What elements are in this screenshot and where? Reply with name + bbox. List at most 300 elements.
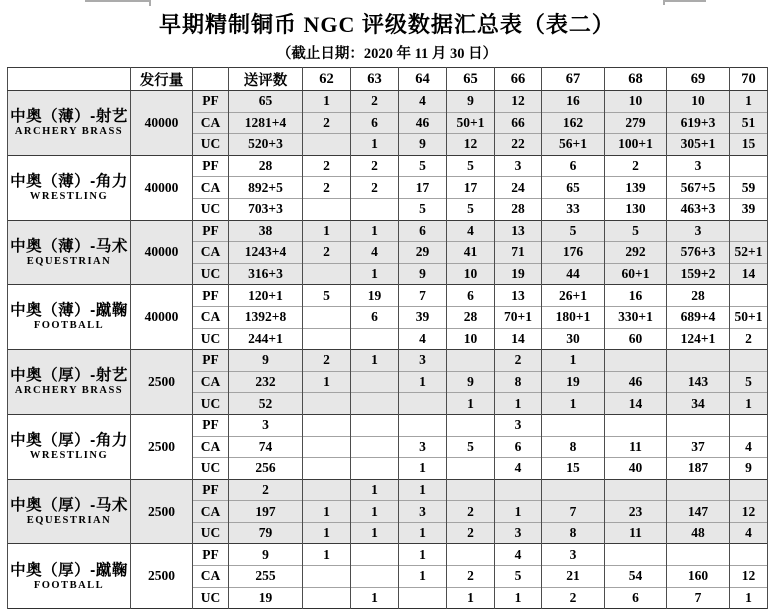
grade-count-cell: 11 (605, 522, 667, 544)
grade-type-cell: CA (193, 242, 229, 264)
grade-count-cell: 39 (399, 306, 447, 328)
grade-count-cell (730, 285, 768, 307)
grade-count-cell: 3 (399, 350, 447, 372)
coin-name-en: FOOTBALL (33, 320, 105, 332)
grade-count-cell: 39 (730, 198, 768, 220)
coin-name-cn: 中奥（厚）-蹴鞠 (10, 561, 128, 579)
grade-count-cell: 567+5 (667, 177, 730, 199)
grade-count-cell: 1 (351, 501, 399, 523)
grade-count-cell: 28 (447, 306, 495, 328)
grade-count-cell: 8 (542, 522, 605, 544)
grade-count-cell: 6 (542, 155, 605, 177)
grade-count-cell: 13 (495, 285, 542, 307)
grade-count-cell: 52+1 (730, 242, 768, 264)
grade-count-cell (447, 350, 495, 372)
grade-count-cell: 12 (730, 501, 768, 523)
grade-count-cell (399, 414, 447, 436)
total-submitted-cell: 1392+8 (229, 306, 303, 328)
grade-count-cell: 2 (447, 501, 495, 523)
grade-type-cell: UC (193, 393, 229, 415)
grade-count-cell: 1 (351, 134, 399, 156)
grade-count-cell: 3 (399, 501, 447, 523)
grade-count-cell (303, 436, 351, 458)
grade-count-cell (667, 479, 730, 501)
grade-count-cell: 2 (447, 566, 495, 588)
column-header-empty-2 (193, 68, 229, 91)
grade-count-cell: 3 (495, 522, 542, 544)
grade-type-cell: PF (193, 155, 229, 177)
coin-name-cn: 中奥（薄）-射艺 (10, 108, 128, 126)
grade-count-cell: 15 (542, 458, 605, 480)
grade-type-cell: CA (193, 177, 229, 199)
total-submitted-cell: 9 (229, 544, 303, 566)
grade-count-cell: 30 (542, 328, 605, 350)
grade-count-cell: 1 (351, 522, 399, 544)
table-row (8, 479, 768, 501)
grade-count-cell: 50+1 (730, 306, 768, 328)
mintage-cell: 40000 (131, 285, 193, 350)
grade-count-cell (351, 458, 399, 480)
grade-type-cell: UC (193, 134, 229, 156)
grade-count-cell (730, 350, 768, 372)
grade-count-cell (542, 479, 605, 501)
grade-count-cell: 1 (351, 350, 399, 372)
column-header-送评数: 送评数 (229, 68, 303, 91)
coin-name-en: EQUESTRIAN (26, 514, 112, 526)
grade-count-cell: 576+3 (667, 242, 730, 264)
column-header-70: 70 (730, 68, 768, 91)
table-body (8, 91, 768, 609)
total-submitted-cell: 703+3 (229, 198, 303, 220)
grade-count-cell: 5 (303, 285, 351, 307)
mintage-cell: 2500 (131, 479, 193, 544)
total-submitted-cell: 28 (229, 155, 303, 177)
grade-count-cell: 9 (399, 263, 447, 285)
mintage-cell: 40000 (131, 91, 193, 156)
grade-count-cell: 1 (542, 350, 605, 372)
page-title: 早期精制铜币 NGC 评级数据汇总表（表二） (159, 12, 615, 37)
grade-count-cell: 1 (351, 479, 399, 501)
grade-count-cell: 14 (495, 328, 542, 350)
coin-name-cell (8, 414, 131, 479)
grade-count-cell: 330+1 (605, 306, 667, 328)
grade-count-cell: 4 (495, 458, 542, 480)
grade-type-cell: CA (193, 566, 229, 588)
grade-count-cell: 7 (542, 501, 605, 523)
total-submitted-cell: 3 (229, 414, 303, 436)
grade-count-cell: 17 (447, 177, 495, 199)
grade-count-cell (447, 458, 495, 480)
grade-type-cell: UC (193, 328, 229, 350)
grade-count-cell: 3 (667, 220, 730, 242)
grade-type-cell: UC (193, 522, 229, 544)
total-submitted-cell: 74 (229, 436, 303, 458)
total-submitted-cell: 244+1 (229, 328, 303, 350)
grade-count-cell (351, 414, 399, 436)
grade-count-cell: 12 (447, 134, 495, 156)
grade-count-cell: 11 (605, 436, 667, 458)
grade-count-cell: 2 (542, 587, 605, 609)
grade-count-cell: 4 (730, 436, 768, 458)
grade-count-cell: 4 (495, 544, 542, 566)
grade-type-cell: UC (193, 198, 229, 220)
grade-count-cell: 5 (447, 436, 495, 458)
grade-count-cell: 3 (495, 155, 542, 177)
grade-count-cell: 1 (399, 458, 447, 480)
grade-count-cell: 2 (495, 350, 542, 372)
grade-count-cell (351, 371, 399, 393)
total-submitted-cell: 197 (229, 501, 303, 523)
mintage-cell: 40000 (131, 155, 193, 220)
grade-count-cell: 176 (542, 242, 605, 264)
grade-count-cell (447, 479, 495, 501)
grade-count-cell (542, 414, 605, 436)
grade-count-cell: 292 (605, 242, 667, 264)
grade-count-cell: 124+1 (667, 328, 730, 350)
grade-count-cell: 19 (542, 371, 605, 393)
grade-count-cell: 19 (495, 263, 542, 285)
grade-count-cell: 23 (605, 501, 667, 523)
table-row (8, 220, 768, 242)
total-submitted-cell: 19 (229, 587, 303, 609)
grade-count-cell: 5 (495, 566, 542, 588)
grade-count-cell: 9 (730, 458, 768, 480)
grade-count-cell (605, 414, 667, 436)
grade-count-cell: 1 (730, 587, 768, 609)
column-header-empty-0 (8, 68, 131, 91)
column-header-66: 66 (495, 68, 542, 91)
grade-count-cell (303, 198, 351, 220)
grade-count-cell: 65 (542, 177, 605, 199)
mintage-cell: 2500 (131, 414, 193, 479)
grade-count-cell: 60+1 (605, 263, 667, 285)
grade-count-cell: 1 (399, 522, 447, 544)
coin-name-cell (8, 220, 131, 285)
grade-count-cell: 14 (605, 393, 667, 415)
grade-count-cell: 1 (399, 371, 447, 393)
grade-count-cell: 4 (399, 328, 447, 350)
grade-count-cell: 5 (447, 155, 495, 177)
grade-type-cell: PF (193, 350, 229, 372)
grade-count-cell: 13 (495, 220, 542, 242)
grade-count-cell: 34 (667, 393, 730, 415)
grade-count-cell: 143 (667, 371, 730, 393)
grade-count-cell: 9 (447, 371, 495, 393)
grade-count-cell: 162 (542, 112, 605, 134)
coin-name-en: ARCHERY BRASS (14, 126, 124, 138)
grade-type-cell: CA (193, 112, 229, 134)
grade-count-cell (667, 350, 730, 372)
grade-count-cell: 7 (667, 587, 730, 609)
grade-count-cell: 1 (303, 544, 351, 566)
grade-count-cell: 2 (447, 522, 495, 544)
grade-count-cell (351, 328, 399, 350)
grade-count-cell: 24 (495, 177, 542, 199)
top-edge-artifact-right (663, 0, 706, 2)
grade-count-cell (730, 220, 768, 242)
grade-type-cell: UC (193, 587, 229, 609)
grade-count-cell: 1 (730, 91, 768, 113)
grade-count-cell: 48 (667, 522, 730, 544)
grade-count-cell: 60 (605, 328, 667, 350)
grade-count-cell: 2 (303, 242, 351, 264)
grade-count-cell: 56+1 (542, 134, 605, 156)
coin-name-cn: 中奥（薄）-马术 (10, 237, 128, 255)
grade-count-cell: 9 (447, 91, 495, 113)
total-submitted-cell: 1281+4 (229, 112, 303, 134)
column-header-65: 65 (447, 68, 495, 91)
grade-count-cell: 71 (495, 242, 542, 264)
coin-name-en: ARCHERY BRASS (14, 385, 124, 397)
grade-type-cell: PF (193, 91, 229, 113)
grade-count-cell (303, 263, 351, 285)
grade-count-cell: 4 (351, 242, 399, 264)
grade-count-cell: 22 (495, 134, 542, 156)
grade-count-cell: 6 (447, 285, 495, 307)
grade-count-cell: 6 (399, 220, 447, 242)
grade-count-cell: 1 (730, 393, 768, 415)
grade-count-cell: 6 (495, 436, 542, 458)
grading-summary-table (7, 67, 768, 609)
grade-count-cell (303, 414, 351, 436)
grade-count-cell: 5 (399, 155, 447, 177)
grade-count-cell (730, 479, 768, 501)
grade-count-cell: 463+3 (667, 198, 730, 220)
table-row (8, 544, 768, 566)
total-submitted-cell: 79 (229, 522, 303, 544)
grade-count-cell: 2 (605, 155, 667, 177)
grade-count-cell: 4 (447, 220, 495, 242)
grade-count-cell: 54 (605, 566, 667, 588)
grade-count-cell: 8 (495, 371, 542, 393)
grade-count-cell: 3 (667, 155, 730, 177)
column-header-63: 63 (351, 68, 399, 91)
grade-count-cell: 16 (605, 285, 667, 307)
coin-name-cell (8, 155, 131, 220)
grade-count-cell: 4 (730, 522, 768, 544)
coin-name-en: WRESTLING (29, 450, 109, 462)
grade-count-cell (495, 479, 542, 501)
grade-count-cell: 159+2 (667, 263, 730, 285)
grade-count-cell: 2 (303, 112, 351, 134)
grade-count-cell: 26+1 (542, 285, 605, 307)
grade-count-cell: 1 (303, 501, 351, 523)
grade-count-cell: 44 (542, 263, 605, 285)
grade-count-cell: 6 (351, 306, 399, 328)
grade-count-cell (605, 479, 667, 501)
grade-count-cell (303, 479, 351, 501)
column-header-62: 62 (303, 68, 351, 91)
total-submitted-cell: 255 (229, 566, 303, 588)
grade-count-cell: 40 (605, 458, 667, 480)
grade-count-cell: 12 (495, 91, 542, 113)
coin-name-cn: 中奥（薄）-角力 (10, 172, 128, 190)
grade-count-cell: 12 (730, 566, 768, 588)
grade-count-cell (351, 393, 399, 415)
grade-count-cell: 3 (542, 544, 605, 566)
grade-count-cell (351, 544, 399, 566)
grade-count-cell: 33 (542, 198, 605, 220)
total-submitted-cell: 232 (229, 371, 303, 393)
grade-count-cell (730, 155, 768, 177)
grade-count-cell: 1 (447, 393, 495, 415)
grade-count-cell (399, 393, 447, 415)
grade-count-cell: 17 (399, 177, 447, 199)
coin-name-cell (8, 479, 131, 544)
page-subtitle: （截止日期：2020 年 11 月 30 日） (276, 46, 498, 62)
grade-count-cell: 130 (605, 198, 667, 220)
grade-count-cell: 180+1 (542, 306, 605, 328)
column-header-68: 68 (605, 68, 667, 91)
total-submitted-cell: 65 (229, 91, 303, 113)
grade-count-cell: 305+1 (667, 134, 730, 156)
coin-name-cell (8, 285, 131, 350)
grade-count-cell: 279 (605, 112, 667, 134)
grade-count-cell: 5 (447, 198, 495, 220)
grade-type-cell: UC (193, 458, 229, 480)
grade-count-cell: 3 (495, 414, 542, 436)
grade-count-cell: 160 (667, 566, 730, 588)
grade-count-cell: 66 (495, 112, 542, 134)
grade-count-cell: 1 (399, 544, 447, 566)
coin-name-cn: 中奥（厚）-马术 (10, 496, 128, 514)
grade-type-cell: PF (193, 220, 229, 242)
grade-count-cell: 3 (399, 436, 447, 458)
grade-count-cell: 2 (351, 155, 399, 177)
grade-type-cell: CA (193, 436, 229, 458)
grade-count-cell (667, 414, 730, 436)
grade-count-cell (447, 414, 495, 436)
table-header-row (8, 68, 768, 91)
grade-count-cell: 1 (303, 91, 351, 113)
grade-count-cell: 4 (399, 91, 447, 113)
grade-count-cell: 147 (667, 501, 730, 523)
grade-count-cell (605, 350, 667, 372)
grade-count-cell (351, 198, 399, 220)
coin-name-en: EQUESTRIAN (26, 255, 112, 267)
grade-count-cell (303, 134, 351, 156)
grade-count-cell: 619+3 (667, 112, 730, 134)
grade-count-cell: 7 (399, 285, 447, 307)
coin-name-cell (8, 350, 131, 415)
grade-count-cell (730, 544, 768, 566)
table-row (8, 350, 768, 372)
total-submitted-cell: 1243+4 (229, 242, 303, 264)
table-row (8, 91, 768, 113)
top-edge-artifact-left (85, 0, 151, 2)
grade-count-cell: 10 (605, 91, 667, 113)
grade-count-cell: 2 (351, 91, 399, 113)
grade-count-cell: 1 (351, 220, 399, 242)
grade-count-cell: 1 (303, 522, 351, 544)
total-submitted-cell: 2 (229, 479, 303, 501)
coin-name-cn: 中奥（厚）-射艺 (10, 367, 128, 385)
grade-count-cell: 19 (351, 285, 399, 307)
column-header-64: 64 (399, 68, 447, 91)
grade-count-cell: 689+4 (667, 306, 730, 328)
top-edge-artifact-left-tick (149, 0, 151, 6)
grade-count-cell (303, 393, 351, 415)
grade-count-cell (303, 566, 351, 588)
grade-count-cell: 5 (542, 220, 605, 242)
grade-count-cell: 2 (730, 328, 768, 350)
mintage-cell: 40000 (131, 220, 193, 285)
total-submitted-cell: 9 (229, 350, 303, 372)
grade-type-cell: CA (193, 306, 229, 328)
grade-count-cell: 139 (605, 177, 667, 199)
grade-count-cell: 59 (730, 177, 768, 199)
grade-count-cell (730, 414, 768, 436)
grade-count-cell: 1 (495, 587, 542, 609)
grade-count-cell: 6 (351, 112, 399, 134)
grade-count-cell: 5 (605, 220, 667, 242)
grade-count-cell: 1 (399, 566, 447, 588)
column-header-发行量: 发行量 (131, 68, 193, 91)
grade-count-cell: 10 (447, 328, 495, 350)
total-submitted-cell: 520+3 (229, 134, 303, 156)
grade-count-cell (303, 306, 351, 328)
mintage-cell: 2500 (131, 544, 193, 609)
grade-count-cell: 2 (303, 350, 351, 372)
grade-count-cell: 100+1 (605, 134, 667, 156)
grade-count-cell (303, 458, 351, 480)
grade-type-cell: CA (193, 371, 229, 393)
grade-count-cell: 51 (730, 112, 768, 134)
grade-count-cell: 187 (667, 458, 730, 480)
table-row (8, 285, 768, 307)
column-header-67: 67 (542, 68, 605, 91)
coin-name-cn: 中奥（薄）-蹴鞠 (10, 302, 128, 320)
grade-type-cell: PF (193, 285, 229, 307)
grade-type-cell: PF (193, 414, 229, 436)
grade-count-cell (399, 587, 447, 609)
grade-count-cell: 28 (495, 198, 542, 220)
grade-type-cell: CA (193, 501, 229, 523)
coin-name-cell (8, 91, 131, 156)
grade-count-cell: 16 (542, 91, 605, 113)
grade-count-cell: 46 (399, 112, 447, 134)
grade-count-cell: 6 (605, 587, 667, 609)
grade-count-cell (351, 566, 399, 588)
total-submitted-cell: 316+3 (229, 263, 303, 285)
table-row (8, 155, 768, 177)
grade-count-cell: 1 (447, 587, 495, 609)
mintage-cell: 2500 (131, 350, 193, 415)
grade-count-cell: 2 (303, 177, 351, 199)
grade-count-cell: 5 (730, 371, 768, 393)
grade-count-cell (303, 587, 351, 609)
grade-count-cell: 1 (495, 501, 542, 523)
grade-count-cell (351, 436, 399, 458)
grade-count-cell: 1 (351, 587, 399, 609)
grade-count-cell: 2 (303, 155, 351, 177)
grade-count-cell: 21 (542, 566, 605, 588)
total-submitted-cell: 52 (229, 393, 303, 415)
coin-name-cn: 中奥（厚）-角力 (10, 432, 128, 449)
grade-count-cell: 10 (447, 263, 495, 285)
grade-count-cell: 50+1 (447, 112, 495, 134)
coin-name-en: WRESTLING (29, 190, 109, 202)
grade-count-cell: 2 (351, 177, 399, 199)
grade-count-cell: 28 (667, 285, 730, 307)
grade-count-cell (605, 544, 667, 566)
grade-type-cell: PF (193, 544, 229, 566)
total-submitted-cell: 892+5 (229, 177, 303, 199)
grade-count-cell: 15 (730, 134, 768, 156)
total-submitted-cell: 256 (229, 458, 303, 480)
grade-count-cell (303, 328, 351, 350)
grade-count-cell: 10 (667, 91, 730, 113)
